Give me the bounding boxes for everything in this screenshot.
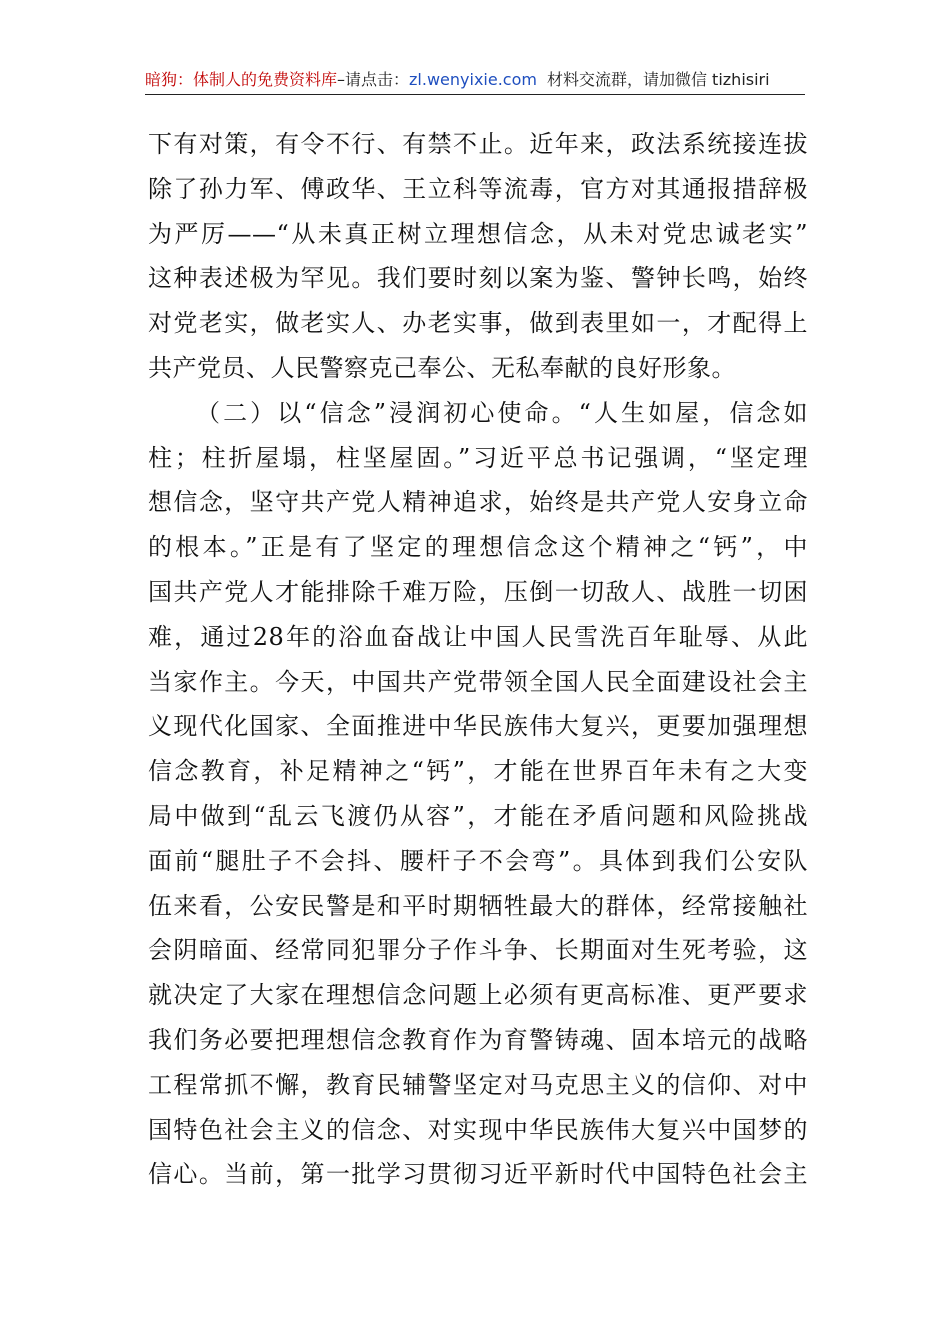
text-line: 面前“腿肚子不会抖、腰杆子不会弯”。具体到我们公安队: [148, 846, 808, 875]
text-line: 下有对策，有令不行、有禁不止。近年来，政法系统接连拔: [148, 130, 808, 158]
text-line: 柱；柱折屋塌，柱坚屋固。”习近平总书记强调，“坚定理: [148, 443, 808, 472]
text-line: 想信念，坚守共产党人精神追求，始终是共产党人安身立命: [148, 488, 808, 517]
text-line: 国共产党人才能排除千难万险，压倒一切敌人、战胜一切困: [148, 577, 808, 606]
text-line: 这种表述极为罕见。我们要时刻以案为鉴、警钟长鸣，始终: [148, 264, 808, 293]
text-line: 对党老实，做老实人、办老实事，做到表里如一，才配得上: [148, 309, 808, 338]
section-heading-line: （二）以“信念”浸润初心使命。“人生如屋，信念如: [196, 398, 808, 427]
text-line: 为严厉——“从未真正树立理想信念，从未对党忠诚老实”: [148, 219, 808, 248]
text-line: 就决定了大家在理想信念问题上必须有更高标准、更严要求: [148, 981, 808, 1010]
text-line: 的根本。”正是有了坚定的理想信念这个精神之“钙”，中: [148, 533, 808, 562]
page-header: [145, 66, 805, 95]
text-line: 我们务必要把理想信念教育作为育警铸魂、固本培元的战略: [148, 1025, 808, 1054]
text-line: 信念教育，补足精神之“钙”，才能在世界百年未有之大变: [148, 757, 808, 786]
text-line: 工程常抓不懈，教育民辅警坚定对马克思主义的信仰、对中: [148, 1070, 808, 1099]
text-line: 信心。当前，第一批学习贯彻习近平新时代中国特色社会主: [148, 1160, 808, 1189]
text-line: 伍来看，公安民警是和平时期牺牲最大的群体，经常接触社: [148, 891, 808, 920]
text-line: 除了孙力军、傅政华、王立科等流毒，官方对其通报措辞极: [148, 174, 808, 203]
header-brand: 暗狗：体制人的免费资料库: [145, 70, 338, 89]
text-line: 会阴暗面、经常同犯罪分子作斗争、长期面对生死考验，这: [148, 936, 808, 965]
header-link[interactable]: zl.wenyixie.com: [409, 70, 537, 89]
text-line: 当家作主。今天，中国共产党带领全国人民全面建设社会主: [148, 667, 808, 696]
text-line: 国特色社会主义的信念、对实现中华民族伟大复兴中国梦的: [148, 1115, 808, 1144]
document-body: [148, 122, 808, 1197]
text-line: 局中做到“乱云飞渡仍从容”，才能在矛盾问题和风险挑战: [148, 801, 808, 830]
header-prompt: –请点击：: [337, 70, 410, 89]
text-line: 共产党员、人民警察克己奉公、无私奉献的良好形象。: [148, 353, 736, 382]
text-line: 难，通过28年的浴血奋战让中国人民雪洗百年耻辱、从此: [148, 622, 808, 651]
text-line: 义现代化国家、全面推进中华民族伟大复兴，更要加强理想: [148, 712, 808, 741]
header-contact: 材料交流群，请加微信 tizhisiri: [546, 70, 770, 89]
